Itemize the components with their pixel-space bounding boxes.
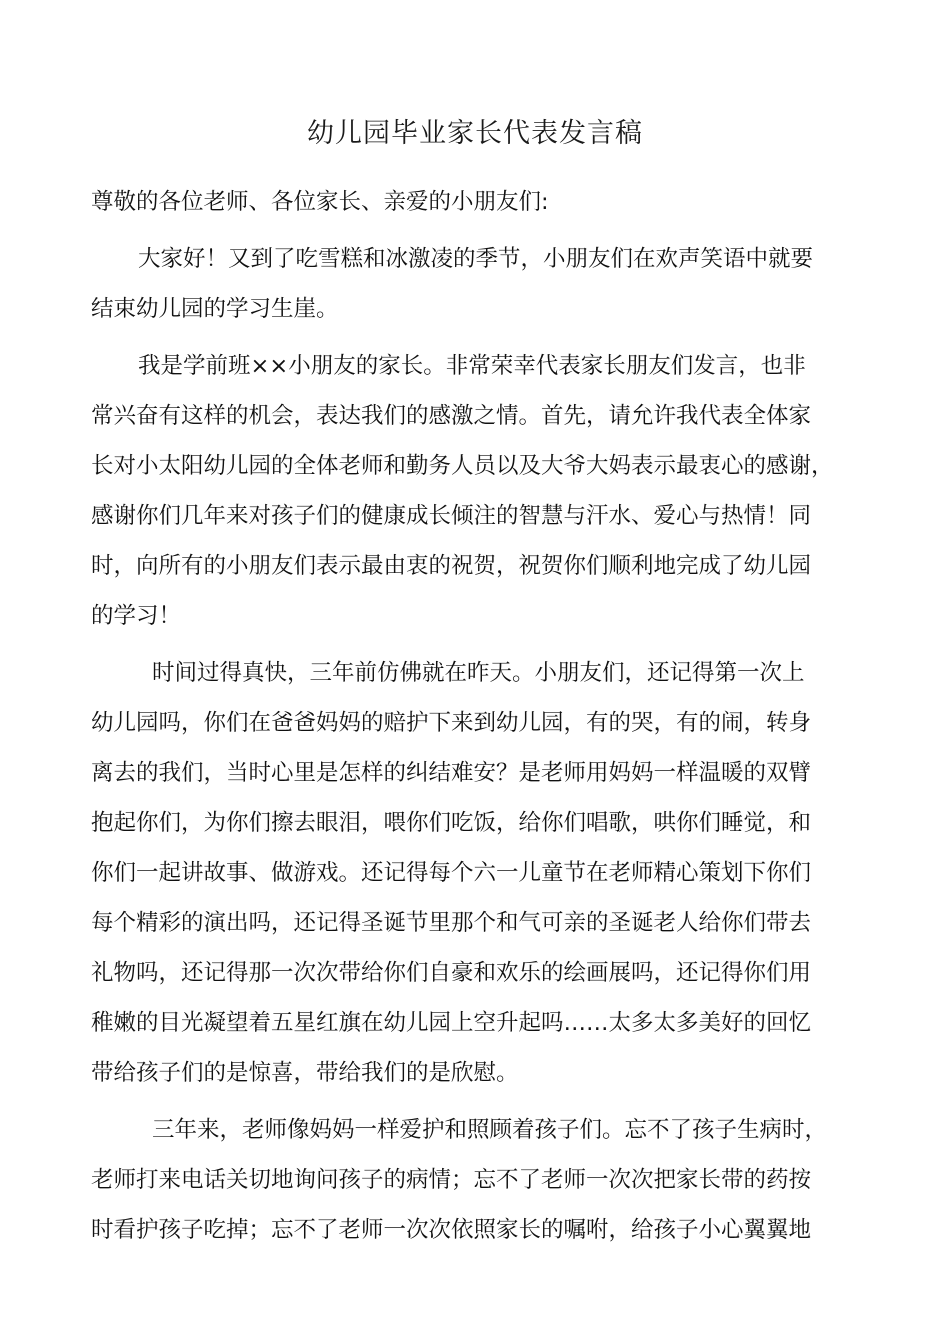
paragraph-line: 离去的我们，当时心里是怎样的纠结难安？是老师用妈妈一样温暖的双臂 <box>91 760 812 786</box>
paragraph-line: 时看护孩子吃掉；忘不了老师一次次依照家长的嘱咐，给孩子小心翼翼地 <box>91 1217 812 1243</box>
paragraph-line: 礼物吗，还记得那一次次带给你们自豪和欢乐的绘画展吗，还记得你们用 <box>91 960 812 986</box>
paragraph-line: 带给孩子们的是惊喜，带给我们的是欣慰。 <box>91 1060 519 1086</box>
document-body <box>91 177 866 1255</box>
paragraph-line: 时，向所有的小朋友们表示最由衷的祝贺，祝贺你们顺利地完成了幼儿园 <box>91 553 812 579</box>
paragraph-line: 时间过得真快，三年前仿佛就在昨天。小朋友们，还记得第一次上 <box>152 660 805 686</box>
paragraph-line: 三年来，老师像妈妈一样爱护和照顾着孩子们。忘不了孩子生病时， <box>152 1117 828 1143</box>
paragraph-3 <box>91 648 866 1098</box>
document-title: 幼儿园毕业家长代表发言稿 <box>307 118 643 149</box>
salutation: 尊敬的各位老师、各位家长、亲爱的小朋友们: <box>91 189 549 215</box>
paragraph-line: 感谢你们几年来对孩子们的健康成长倾注的智慧与汗水、爱心与热情！同 <box>91 503 812 529</box>
paragraph-line: 常兴奋有这样的机会，表达我们的感激之情。首先，请允许我代表全体家 <box>91 403 812 429</box>
paragraph-line: 的学习！ <box>91 603 182 629</box>
paragraph-line: 长对小太阳幼儿园的全体老师和勤务人员以及大爷大妈表示最衷心的感谢， <box>91 453 834 479</box>
paragraph-line: 你们一起讲故事、做游戏。还记得每个六一儿童节在老师精心策划下你们 <box>91 860 812 886</box>
paragraph-line: 每个精彩的演出吗，还记得圣诞节里那个和气可亲的圣诞老人给你们带去 <box>91 910 812 936</box>
paragraph-line: 结束幼儿园的学习生崖。 <box>91 296 339 322</box>
paragraph-line: 我是学前班××小朋友的家长。非常荣幸代表家长朋友们发言，也非 <box>138 353 806 379</box>
paragraph-line: 老师打来电话关切地询问孩子的病情；忘不了老师一次次把家长带的药按 <box>91 1167 812 1193</box>
paragraph-1 <box>91 234 866 334</box>
paragraph-2 <box>91 341 866 641</box>
paragraph-line: 稚嫩的目光凝望着五星红旗在幼儿园上空升起吗……太多太多美好的回忆 <box>91 1010 812 1036</box>
paragraph-line: 抱起你们，为你们擦去眼泪，喂你们吃饭，给你们唱歌，哄你们睡觉，和 <box>91 810 812 836</box>
paragraph-4 <box>91 1105 866 1255</box>
paragraph-line: 幼儿园吗，你们在爸爸妈妈的赔护下来到幼儿园，有的哭，有的闹，转身 <box>91 710 812 736</box>
paragraph-line: 大家好！又到了吃雪糕和冰激凌的季节，小朋友们在欢声笑语中就要 <box>138 246 814 272</box>
